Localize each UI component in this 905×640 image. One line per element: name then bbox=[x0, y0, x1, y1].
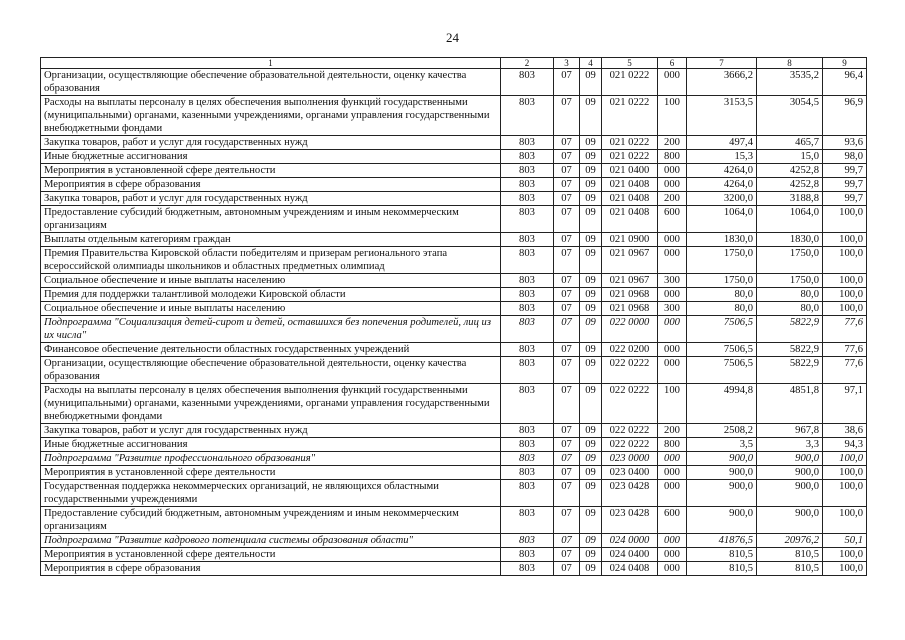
section-code: 07 bbox=[554, 288, 580, 302]
expense-type-code: 200 bbox=[658, 192, 687, 206]
execution-percent: 94,3 bbox=[823, 438, 867, 452]
section-code: 07 bbox=[554, 424, 580, 438]
planned-amount: 41876,5 bbox=[687, 534, 757, 548]
target-article-code: 021 0408 bbox=[602, 206, 658, 233]
planned-amount: 900,0 bbox=[687, 480, 757, 507]
row-name: Закупка товаров, работ и услуг для государственных нужд bbox=[41, 136, 501, 150]
subsection-code: 09 bbox=[580, 69, 602, 96]
expense-type-code: 000 bbox=[658, 466, 687, 480]
planned-amount: 810,5 bbox=[687, 548, 757, 562]
subsection-code: 09 bbox=[580, 192, 602, 206]
planned-amount: 1750,0 bbox=[687, 274, 757, 288]
row-name: Мероприятия в сфере образования bbox=[41, 562, 501, 576]
target-article-code: 021 0222 bbox=[602, 136, 658, 150]
subsection-code: 09 bbox=[580, 466, 602, 480]
planned-amount: 497,4 bbox=[687, 136, 757, 150]
table-row bbox=[41, 96, 867, 136]
execution-percent: 100,0 bbox=[823, 233, 867, 247]
section-code: 07 bbox=[554, 69, 580, 96]
subsection-code: 09 bbox=[580, 384, 602, 424]
target-article-code: 024 0400 bbox=[602, 548, 658, 562]
execution-percent: 100,0 bbox=[823, 302, 867, 316]
target-article-code: 021 0408 bbox=[602, 178, 658, 192]
admin-code: 803 bbox=[501, 357, 554, 384]
executed-amount: 5822,9 bbox=[757, 357, 823, 384]
row-name: Мероприятия в установленной сфере деятельности bbox=[41, 466, 501, 480]
execution-percent: 100,0 bbox=[823, 206, 867, 233]
execution-percent: 99,7 bbox=[823, 192, 867, 206]
admin-code: 803 bbox=[501, 534, 554, 548]
header-cell: 5 bbox=[602, 58, 658, 69]
row-name: Социальное обеспечение и иные выплаты населению bbox=[41, 302, 501, 316]
target-article-code: 024 0408 bbox=[602, 562, 658, 576]
admin-code: 803 bbox=[501, 69, 554, 96]
row-name: Выплаты отдельным категориям граждан bbox=[41, 233, 501, 247]
header-cell: 2 bbox=[501, 58, 554, 69]
target-article-code: 021 0968 bbox=[602, 302, 658, 316]
expense-type-code: 000 bbox=[658, 480, 687, 507]
table-row bbox=[41, 150, 867, 164]
target-article-code: 021 0222 bbox=[602, 96, 658, 136]
execution-percent: 100,0 bbox=[823, 466, 867, 480]
planned-amount: 3200,0 bbox=[687, 192, 757, 206]
table-row bbox=[41, 534, 867, 548]
admin-code: 803 bbox=[501, 150, 554, 164]
planned-amount: 900,0 bbox=[687, 466, 757, 480]
target-article-code: 022 0000 bbox=[602, 316, 658, 343]
planned-amount: 2508,2 bbox=[687, 424, 757, 438]
budget-table bbox=[40, 57, 867, 576]
header-cell: 6 bbox=[658, 58, 687, 69]
executed-amount: 810,5 bbox=[757, 562, 823, 576]
admin-code: 803 bbox=[501, 96, 554, 136]
expense-type-code: 800 bbox=[658, 150, 687, 164]
section-code: 07 bbox=[554, 96, 580, 136]
admin-code: 803 bbox=[501, 343, 554, 357]
target-article-code: 023 0400 bbox=[602, 466, 658, 480]
planned-amount: 3,5 bbox=[687, 438, 757, 452]
subsection-code: 09 bbox=[580, 562, 602, 576]
expense-type-code: 000 bbox=[658, 357, 687, 384]
table-row bbox=[41, 178, 867, 192]
table-row bbox=[41, 343, 867, 357]
subsection-code: 09 bbox=[580, 548, 602, 562]
section-code: 07 bbox=[554, 192, 580, 206]
planned-amount: 1064,0 bbox=[687, 206, 757, 233]
section-code: 07 bbox=[554, 343, 580, 357]
table-row bbox=[41, 507, 867, 534]
section-code: 07 bbox=[554, 452, 580, 466]
section-code: 07 bbox=[554, 548, 580, 562]
planned-amount: 80,0 bbox=[687, 302, 757, 316]
execution-percent: 99,7 bbox=[823, 178, 867, 192]
section-code: 07 bbox=[554, 316, 580, 343]
header-row bbox=[41, 58, 867, 69]
target-article-code: 022 0222 bbox=[602, 357, 658, 384]
planned-amount: 900,0 bbox=[687, 452, 757, 466]
expense-type-code: 300 bbox=[658, 274, 687, 288]
executed-amount: 1750,0 bbox=[757, 247, 823, 274]
admin-code: 803 bbox=[501, 288, 554, 302]
row-name: Организации, осуществляющие обеспечение образовательной деятельности, оценку качества образования bbox=[41, 69, 501, 96]
section-code: 07 bbox=[554, 480, 580, 507]
subsection-code: 09 bbox=[580, 150, 602, 164]
row-name: Мероприятия в сфере образования bbox=[41, 178, 501, 192]
table-row bbox=[41, 480, 867, 507]
execution-percent: 38,6 bbox=[823, 424, 867, 438]
row-name: Государственная поддержка некоммерческих организаций, не являющихся областными государственными учреждениями bbox=[41, 480, 501, 507]
subsection-code: 09 bbox=[580, 178, 602, 192]
admin-code: 803 bbox=[501, 438, 554, 452]
table-row bbox=[41, 316, 867, 343]
expense-type-code: 600 bbox=[658, 507, 687, 534]
section-code: 07 bbox=[554, 438, 580, 452]
execution-percent: 100,0 bbox=[823, 452, 867, 466]
subsection-code: 09 bbox=[580, 233, 602, 247]
table-row bbox=[41, 274, 867, 288]
admin-code: 803 bbox=[501, 164, 554, 178]
row-name: Финансовое обеспечение деятельности областных государственных учреждений bbox=[41, 343, 501, 357]
planned-amount: 15,3 bbox=[687, 150, 757, 164]
table-row bbox=[41, 136, 867, 150]
table-row bbox=[41, 452, 867, 466]
page-number: 24 bbox=[446, 30, 459, 45]
planned-amount: 810,5 bbox=[687, 562, 757, 576]
subsection-code: 09 bbox=[580, 480, 602, 507]
subsection-code: 09 bbox=[580, 357, 602, 384]
table-row bbox=[41, 288, 867, 302]
execution-percent: 96,9 bbox=[823, 96, 867, 136]
section-code: 07 bbox=[554, 164, 580, 178]
execution-percent: 100,0 bbox=[823, 247, 867, 274]
execution-percent: 77,6 bbox=[823, 316, 867, 343]
section-code: 07 bbox=[554, 302, 580, 316]
planned-amount: 4264,0 bbox=[687, 178, 757, 192]
executed-amount: 3188,8 bbox=[757, 192, 823, 206]
target-article-code: 021 0968 bbox=[602, 288, 658, 302]
admin-code: 803 bbox=[501, 548, 554, 562]
admin-code: 803 bbox=[501, 424, 554, 438]
subsection-code: 09 bbox=[580, 438, 602, 452]
planned-amount: 4994,8 bbox=[687, 384, 757, 424]
executed-amount: 15,0 bbox=[757, 150, 823, 164]
target-article-code: 021 0967 bbox=[602, 274, 658, 288]
admin-code: 803 bbox=[501, 233, 554, 247]
row-name: Расходы на выплаты персоналу в целях обеспечения выполнения функций государственными (муниципальными) органами, казенными учреждениями, органами управления государственными внебюджетными фондами bbox=[41, 384, 501, 424]
expense-type-code: 200 bbox=[658, 136, 687, 150]
header-cell: 9 bbox=[823, 58, 867, 69]
planned-amount: 1830,0 bbox=[687, 233, 757, 247]
header-cell: 4 bbox=[580, 58, 602, 69]
target-article-code: 023 0000 bbox=[602, 452, 658, 466]
row-name: Организации, осуществляющие обеспечение образовательной деятельности, оценку качества образования bbox=[41, 357, 501, 384]
executed-amount: 900,0 bbox=[757, 480, 823, 507]
target-article-code: 022 0200 bbox=[602, 343, 658, 357]
planned-amount: 7506,5 bbox=[687, 343, 757, 357]
table-row bbox=[41, 192, 867, 206]
expense-type-code: 600 bbox=[658, 206, 687, 233]
executed-amount: 3054,5 bbox=[757, 96, 823, 136]
subsection-code: 09 bbox=[580, 302, 602, 316]
header-cell: 3 bbox=[554, 58, 580, 69]
target-article-code: 023 0428 bbox=[602, 480, 658, 507]
execution-percent: 77,6 bbox=[823, 343, 867, 357]
section-code: 07 bbox=[554, 357, 580, 384]
table-row bbox=[41, 302, 867, 316]
expense-type-code: 100 bbox=[658, 96, 687, 136]
table-row bbox=[41, 247, 867, 274]
table-row bbox=[41, 164, 867, 178]
table-row bbox=[41, 424, 867, 438]
subsection-code: 09 bbox=[580, 424, 602, 438]
row-name: Предоставление субсидий бюджетным, автономным учреждениям и иным некоммерческим организациям bbox=[41, 206, 501, 233]
admin-code: 803 bbox=[501, 178, 554, 192]
admin-code: 803 bbox=[501, 206, 554, 233]
expense-type-code: 000 bbox=[658, 343, 687, 357]
subsection-code: 09 bbox=[580, 274, 602, 288]
table-row bbox=[41, 206, 867, 233]
target-article-code: 021 0408 bbox=[602, 192, 658, 206]
executed-amount: 967,8 bbox=[757, 424, 823, 438]
row-name: Расходы на выплаты персоналу в целях обеспечения выполнения функций государственными (муниципальными) органами, казенными учреждениями, органами управления государственными внебюджетными фондами bbox=[41, 96, 501, 136]
executed-amount: 3535,2 bbox=[757, 69, 823, 96]
executed-amount: 20976,2 bbox=[757, 534, 823, 548]
admin-code: 803 bbox=[501, 192, 554, 206]
executed-amount: 4252,8 bbox=[757, 164, 823, 178]
planned-amount: 3666,2 bbox=[687, 69, 757, 96]
execution-percent: 97,1 bbox=[823, 384, 867, 424]
section-code: 07 bbox=[554, 247, 580, 274]
target-article-code: 021 0900 bbox=[602, 233, 658, 247]
expense-type-code: 000 bbox=[658, 548, 687, 562]
target-article-code: 022 0222 bbox=[602, 438, 658, 452]
subsection-code: 09 bbox=[580, 96, 602, 136]
executed-amount: 80,0 bbox=[757, 288, 823, 302]
admin-code: 803 bbox=[501, 247, 554, 274]
row-name: Предоставление субсидий бюджетным, автономным учреждениям и иным некоммерческим организациям bbox=[41, 507, 501, 534]
execution-percent: 100,0 bbox=[823, 548, 867, 562]
expense-type-code: 100 bbox=[658, 384, 687, 424]
header-cell: 1 bbox=[41, 58, 501, 69]
executed-amount: 3,3 bbox=[757, 438, 823, 452]
subsection-code: 09 bbox=[580, 452, 602, 466]
executed-amount: 4252,8 bbox=[757, 178, 823, 192]
execution-percent: 100,0 bbox=[823, 507, 867, 534]
execution-percent: 93,6 bbox=[823, 136, 867, 150]
header-cell: 8 bbox=[757, 58, 823, 69]
table-row bbox=[41, 548, 867, 562]
expense-type-code: 200 bbox=[658, 424, 687, 438]
row-name: Премия Правительства Кировской области победителям и призерам регионального этапа всероссийской олимпиады школьников и областных предметных олимпиад bbox=[41, 247, 501, 274]
target-article-code: 021 0400 bbox=[602, 164, 658, 178]
admin-code: 803 bbox=[501, 136, 554, 150]
planned-amount: 7506,5 bbox=[687, 357, 757, 384]
subsection-code: 09 bbox=[580, 206, 602, 233]
execution-percent: 100,0 bbox=[823, 562, 867, 576]
executed-amount: 900,0 bbox=[757, 466, 823, 480]
target-article-code: 024 0000 bbox=[602, 534, 658, 548]
subsection-code: 09 bbox=[580, 316, 602, 343]
table-row bbox=[41, 466, 867, 480]
row-name: Подпрограмма "Развитие кадрового потенциала системы образования области" bbox=[41, 534, 501, 548]
expense-type-code: 000 bbox=[658, 534, 687, 548]
row-name: Мероприятия в установленной сфере деятельности bbox=[41, 164, 501, 178]
table-row bbox=[41, 69, 867, 96]
execution-percent: 100,0 bbox=[823, 274, 867, 288]
row-name: Премия для поддержки талантливой молодежи Кировской области bbox=[41, 288, 501, 302]
table-row bbox=[41, 233, 867, 247]
section-code: 07 bbox=[554, 562, 580, 576]
admin-code: 803 bbox=[501, 384, 554, 424]
row-name: Иные бюджетные ассигнования bbox=[41, 150, 501, 164]
section-code: 07 bbox=[554, 466, 580, 480]
execution-percent: 98,0 bbox=[823, 150, 867, 164]
executed-amount: 1750,0 bbox=[757, 274, 823, 288]
admin-code: 803 bbox=[501, 274, 554, 288]
table-row bbox=[41, 384, 867, 424]
admin-code: 803 bbox=[501, 302, 554, 316]
planned-amount: 900,0 bbox=[687, 507, 757, 534]
planned-amount: 7506,5 bbox=[687, 316, 757, 343]
execution-percent: 50,1 bbox=[823, 534, 867, 548]
admin-code: 803 bbox=[501, 507, 554, 534]
admin-code: 803 bbox=[501, 316, 554, 343]
subsection-code: 09 bbox=[580, 288, 602, 302]
execution-percent: 96,4 bbox=[823, 69, 867, 96]
admin-code: 803 bbox=[501, 480, 554, 507]
executed-amount: 1830,0 bbox=[757, 233, 823, 247]
row-name: Иные бюджетные ассигнования bbox=[41, 438, 501, 452]
expense-type-code: 300 bbox=[658, 302, 687, 316]
target-article-code: 021 0222 bbox=[602, 69, 658, 96]
expense-type-code: 000 bbox=[658, 164, 687, 178]
expense-type-code: 000 bbox=[658, 178, 687, 192]
executed-amount: 465,7 bbox=[757, 136, 823, 150]
subsection-code: 09 bbox=[580, 247, 602, 274]
subsection-code: 09 bbox=[580, 343, 602, 357]
subsection-code: 09 bbox=[580, 507, 602, 534]
expense-type-code: 000 bbox=[658, 452, 687, 466]
expense-type-code: 000 bbox=[658, 288, 687, 302]
section-code: 07 bbox=[554, 507, 580, 534]
expense-type-code: 000 bbox=[658, 69, 687, 96]
row-name: Мероприятия в установленной сфере деятельности bbox=[41, 548, 501, 562]
header-cell: 7 bbox=[687, 58, 757, 69]
target-article-code: 021 0222 bbox=[602, 150, 658, 164]
subsection-code: 09 bbox=[580, 534, 602, 548]
section-code: 07 bbox=[554, 136, 580, 150]
expense-type-code: 800 bbox=[658, 438, 687, 452]
table-row bbox=[41, 357, 867, 384]
executed-amount: 5822,9 bbox=[757, 343, 823, 357]
table-row bbox=[41, 562, 867, 576]
execution-percent: 77,6 bbox=[823, 357, 867, 384]
row-name: Закупка товаров, работ и услуг для государственных нужд bbox=[41, 192, 501, 206]
section-code: 07 bbox=[554, 150, 580, 164]
subsection-code: 09 bbox=[580, 136, 602, 150]
section-code: 07 bbox=[554, 534, 580, 548]
executed-amount: 4851,8 bbox=[757, 384, 823, 424]
section-code: 07 bbox=[554, 274, 580, 288]
row-name: Подпрограмма "Социализация детей-сирот и детей, оставшихся без попечения родителей, лиц из их числа" bbox=[41, 316, 501, 343]
row-name: Закупка товаров, работ и услуг для государственных нужд bbox=[41, 424, 501, 438]
admin-code: 803 bbox=[501, 466, 554, 480]
target-article-code: 022 0222 bbox=[602, 424, 658, 438]
executed-amount: 900,0 bbox=[757, 507, 823, 534]
expense-type-code: 000 bbox=[658, 233, 687, 247]
expense-type-code: 000 bbox=[658, 247, 687, 274]
planned-amount: 1750,0 bbox=[687, 247, 757, 274]
row-name: Подпрограмма "Развитие профессионального образования" bbox=[41, 452, 501, 466]
executed-amount: 1064,0 bbox=[757, 206, 823, 233]
planned-amount: 4264,0 bbox=[687, 164, 757, 178]
table-row bbox=[41, 438, 867, 452]
expense-type-code: 000 bbox=[658, 316, 687, 343]
target-article-code: 021 0967 bbox=[602, 247, 658, 274]
executed-amount: 80,0 bbox=[757, 302, 823, 316]
section-code: 07 bbox=[554, 384, 580, 424]
executed-amount: 5822,9 bbox=[757, 316, 823, 343]
target-article-code: 022 0222 bbox=[602, 384, 658, 424]
execution-percent: 100,0 bbox=[823, 288, 867, 302]
planned-amount: 80,0 bbox=[687, 288, 757, 302]
execution-percent: 100,0 bbox=[823, 480, 867, 507]
target-article-code: 023 0428 bbox=[602, 507, 658, 534]
section-code: 07 bbox=[554, 206, 580, 233]
executed-amount: 810,5 bbox=[757, 548, 823, 562]
planned-amount: 3153,5 bbox=[687, 96, 757, 136]
executed-amount: 900,0 bbox=[757, 452, 823, 466]
row-name: Социальное обеспечение и иные выплаты населению bbox=[41, 274, 501, 288]
section-code: 07 bbox=[554, 233, 580, 247]
expense-type-code: 000 bbox=[658, 562, 687, 576]
admin-code: 803 bbox=[501, 562, 554, 576]
admin-code: 803 bbox=[501, 452, 554, 466]
subsection-code: 09 bbox=[580, 164, 602, 178]
execution-percent: 99,7 bbox=[823, 164, 867, 178]
section-code: 07 bbox=[554, 178, 580, 192]
